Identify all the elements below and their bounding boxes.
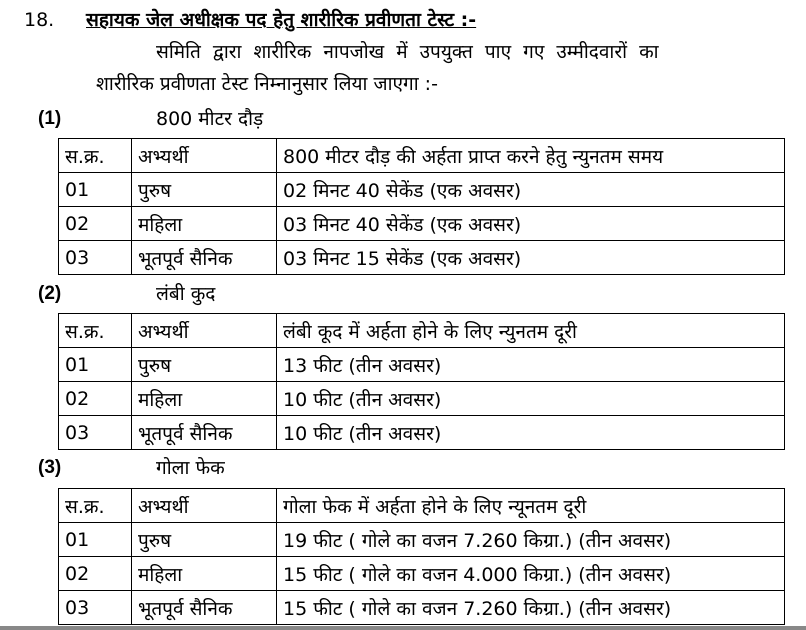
header-candidate: अभ्यर्थी [132, 139, 277, 173]
table-header-row [59, 139, 785, 173]
cell-requirement: 19 फीट ( गोले का वजन 7.260 किग्रा.) (तीन अवसर) [277, 523, 785, 557]
table-row [59, 207, 785, 241]
cell-serial: 03 [59, 416, 132, 450]
paragraph-line-2: शारीरिक प्रवीणता टेस्ट निम्नानुसार लिया जाएगा :- [96, 73, 438, 95]
section-title: लंबी कुद [156, 283, 216, 305]
table-header-row [59, 314, 785, 348]
cell-serial: 03 [59, 241, 132, 275]
header-candidate: अभ्यर्थी [132, 489, 277, 523]
section-title: गोला फेक [156, 457, 225, 479]
cell-candidate: पुरुष [132, 173, 277, 207]
table-row [59, 348, 785, 382]
cell-serial: 01 [59, 173, 132, 207]
item-number: 18. [24, 9, 55, 31]
cell-requirement: 02 मिनट 40 सेकेंड (एक अवसर) [277, 173, 785, 207]
run-800m-table [58, 138, 785, 275]
table-row [59, 241, 785, 275]
table-header-row [59, 489, 785, 523]
cell-requirement: 10 फीट (तीन अवसर) [277, 416, 785, 450]
section-number: (3) [38, 457, 62, 478]
section-number: (2) [38, 283, 62, 304]
table-row [59, 173, 785, 207]
header-serial: स.क्र. [59, 489, 132, 523]
cell-requirement: 15 फीट ( गोले का वजन 7.260 किग्रा.) (तीन अवसर) [277, 591, 785, 625]
paragraph-line-1: समिति द्वारा शारीरिक नापजोख में उपयुक्त पाए गए उम्मीदवारों का [156, 41, 659, 63]
cell-candidate: भूतपूर्व सैनिक [132, 416, 277, 450]
table-row [59, 591, 785, 625]
header-requirement: गोला फेक में अर्हता होने के लिए न्यूनतम दूरी [277, 489, 785, 523]
long-jump-table [58, 313, 785, 450]
cell-candidate: भूतपूर्व सैनिक [132, 591, 277, 625]
section-title: 800 मीटर दौड़ [156, 108, 264, 130]
header-candidate: अभ्यर्थी [132, 314, 277, 348]
cell-serial: 03 [59, 591, 132, 625]
cell-requirement: 03 मिनट 15 सेकेंड (एक अवसर) [277, 241, 785, 275]
cell-requirement: 13 फीट (तीन अवसर) [277, 348, 785, 382]
cell-serial: 02 [59, 557, 132, 591]
cell-serial: 01 [59, 523, 132, 557]
cell-serial: 01 [59, 348, 132, 382]
table-row [59, 416, 785, 450]
cell-serial: 02 [59, 207, 132, 241]
header-requirement: लंबी कूद में अर्हता होने के लिए न्युनतम दूरी [277, 314, 785, 348]
table-row [59, 382, 785, 416]
section-number: (1) [38, 108, 62, 129]
cell-candidate: पुरुष [132, 348, 277, 382]
heading-title: सहायक जेल अधीक्षक पद हेतु शारीरिक प्रवीणता टेस्ट :- [86, 9, 477, 31]
header-requirement: 800 मीटर दौड़ की अर्हता प्राप्त करने हेतु न्युनतम समय [277, 139, 785, 173]
cell-candidate: भूतपूर्व सैनिक [132, 241, 277, 275]
shot-put-table [58, 488, 785, 625]
cell-candidate: महिला [132, 382, 277, 416]
cell-requirement: 10 फीट (तीन अवसर) [277, 382, 785, 416]
header-serial: स.क्र. [59, 139, 132, 173]
cell-requirement: 03 मिनट 40 सेकेंड (एक अवसर) [277, 207, 785, 241]
header-serial: स.क्र. [59, 314, 132, 348]
table-row [59, 523, 785, 557]
table-row [59, 557, 785, 591]
cell-candidate: महिला [132, 557, 277, 591]
cell-serial: 02 [59, 382, 132, 416]
bottom-divider [0, 626, 806, 630]
section-heading [24, 6, 784, 34]
cell-requirement: 15 फीट ( गोले का वजन 4.000 किग्रा.) (तीन अवसर) [277, 557, 785, 591]
cell-candidate: पुरुष [132, 523, 277, 557]
cell-candidate: महिला [132, 207, 277, 241]
